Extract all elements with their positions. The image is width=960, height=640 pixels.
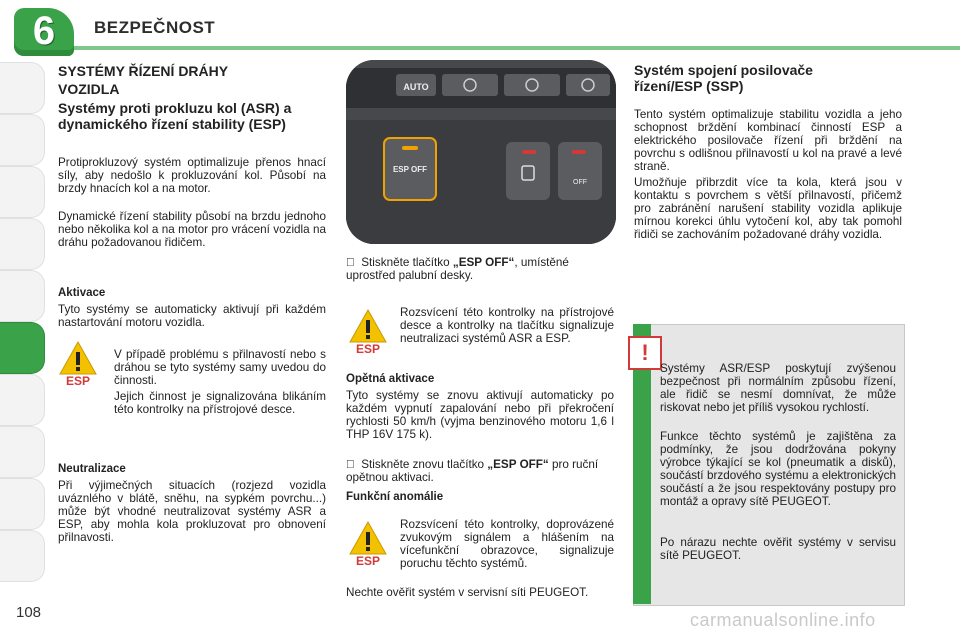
svg-text:ESP: ESP [355,342,381,354]
sub-heading: Systémy proti prokluzu kol (ASR) a dynamického řízení stability (ESP) [58,100,292,132]
exclamation-icon: ! [628,336,662,370]
svg-text:ESP: ESP [355,554,381,566]
side-tab-6-active[interactable] [0,322,45,374]
aktivace-heading: Aktivace [58,287,106,299]
watermark: carmanualsonline.info [690,610,876,630]
off-button-label: OFF [573,179,587,186]
side-tab-5[interactable] [0,270,45,322]
esp-warning-icon-2 [348,308,388,354]
neutralizace-text: Při výjimečných situacích (rozjezd vozidla uváznlého v blátě, sněhu, na sypkém povrchu...) může být vhodné neutralizovat systémy ASR a ESP, aby mohla kola prokluzovat pro obnovení přilnavosti. [58,479,326,544]
callout-paragraph-1: Systémy ASR/ESP poskytují zvýšenou bezpečnost při normálním způsobu řízení, ale řidič se nesmí domnívat, že může riskovat nebo jet příliš vysokou rychlostí. [660,362,896,414]
esp-off-button-label: ESP OFF [392,165,428,174]
opetna-text: Tyto systémy se znovu aktivují automaticky po každém vypnutí zapalování nebo při překročení rychlosti 50 km/h (vyjma benzinového motoru 1,6 l THP 16V 175 k). [346,389,614,441]
bullet-icon [346,256,355,269]
warning-text-2: Jejich činnost je signalizována blikáním této kontrolky na přístrojové desce. [114,390,326,416]
main-heading: SYSTÉMY ŘÍZENÍ DRÁHY VOZIDLA [58,63,228,97]
neutralizace-heading: Neutralizace [58,463,126,475]
header-rule [60,46,960,50]
bullet-2: Stiskněte znovu tlačítko „ESP OFF“ pro ruční opětnou aktivaci. [346,458,590,484]
side-tab-1[interactable] [0,62,45,114]
side-tab-8[interactable] [0,426,45,478]
side-tab-2[interactable] [0,114,45,166]
bullet-1: Stiskněte tlačítko „ESP OFF“, umístěné uprostřed palubní desky. [346,256,613,282]
callout-paragraph-3: Po nárazu nechte ověřit systémy v servisu sítě PEUGEOT. [660,536,896,562]
page-title: BEZPEČNOST [94,18,216,37]
esp-warning-icon [58,340,98,386]
ssp-heading: Systém spojení posilovače řízení/ESP (SSP) [634,62,813,94]
page-number: 108 [16,604,42,621]
opetna-heading: Opětná aktivace [346,373,435,385]
ssp-paragraph-2: Umožňuje přibrzdit více ta kola, která jsou v kontaktu s povrchem s větší přilnavostí, přičemž pro zabránění narušení stability vozidla aplikuje mírnou korekci úhlu vytočení kol, aby tak pomohl řidiči se zachováním požadované dráhy vozidla. [634,176,902,241]
callout-paragraph-2: Funkce těchto systémů je zajištěna za podmínky, že jsou dodržována pokyny výrobce týkající se kol (pneumatik a disků), součástí brzdového systému a elektronických součástí a že jsou respektovány postupy pro montáž a opravy sítě PEUGEOT. [660,430,896,508]
funkcni-heading: Funkční anomálie [346,491,444,503]
funkcni-warning-text: Rozsvícení této kontrolky, doprovázené zvukovým signálem a hlášením na vícefunkční obrazovce, signalizuje poruchu těchto systémů. [400,518,614,570]
intro-paragraph-1: Protiprokluzový systém optimalizuje přenos hnací síly, aby nedošlo k prokluzování kol. Působí na brzdy hnacích kol a na motor. [58,156,326,195]
auto-button-label: AUTO [403,82,429,92]
dashboard-photo [346,60,616,244]
side-tab-3[interactable] [0,166,45,218]
side-tab-9[interactable] [0,478,45,530]
side-tab-10[interactable] [0,530,45,582]
funkcni-text: Nechte ověřit systém v servisní síti PEUGEOT. [346,586,589,599]
aktivace-text: Tyto systémy se automaticky aktivují při každém nastartování motoru vozidla. [58,303,326,329]
side-tab-7[interactable] [0,374,45,426]
side-tab-4[interactable] [0,218,45,270]
ssp-paragraph-1: Tento systém optimalizuje stabilitu vozidla a jeho schopnost brždění kombinací činností ESP a elektrického posilovače řízení při brždění na povrchu s odlišnou přilnavostí u kol na pravé a levé straně. [634,108,902,173]
intro-paragraph-2: Dynamické řízení stability působí na brzdu jednoho nebo několika kol a na motor pro vrácení vozidla na dráhu požadovanou řidičem. [58,210,326,249]
neutralization-warning-text: Rozsvícení této kontrolky na přístrojové desce a kontrolky na tlačítku signalizuje neutralizaci systémů ASR a ESP. [400,306,614,345]
bullet-icon [346,458,355,471]
esp-label: ESP [65,374,91,386]
warning-text-1: V případě problému s přilnavostí nebo s dráhou se tyto systémy samy uvedou do činnosti. [114,348,326,387]
chapter-number: 6 [32,9,56,53]
esp-warning-icon-3 [348,520,388,566]
